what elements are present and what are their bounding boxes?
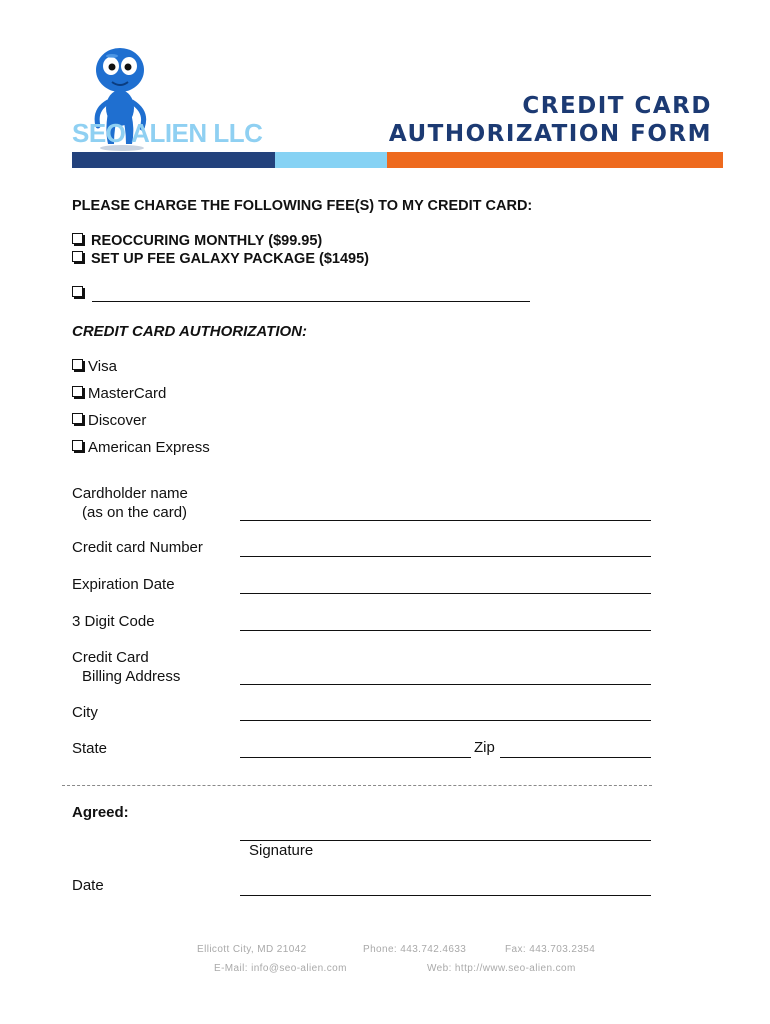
city-field[interactable] xyxy=(240,720,651,721)
form-title-line1: CREDIT CARD xyxy=(522,93,712,119)
billing-address-field[interactable] xyxy=(240,684,651,685)
card-option-discover[interactable] xyxy=(72,412,146,429)
state-label: State xyxy=(72,740,108,757)
expiration-date-label: Expiration Date xyxy=(72,576,175,593)
charge-option-setup[interactable] xyxy=(72,251,369,267)
company-name: SEO ALIEN LLC xyxy=(72,118,263,148)
charge-option-monthly[interactable] xyxy=(72,233,322,249)
section-divider xyxy=(62,785,652,786)
signature-label: Signature xyxy=(249,842,314,859)
cardholder-name-label xyxy=(72,484,188,522)
card-option-amex[interactable] xyxy=(72,439,210,456)
footer-address: Ellicott City, MD 21042 xyxy=(197,944,307,955)
header-bar-light-blue xyxy=(275,152,387,168)
date-field[interactable] xyxy=(240,895,651,896)
city-label: City xyxy=(72,704,98,721)
footer-web: Web: http://www.seo-alien.com xyxy=(427,963,576,974)
header-bar-navy xyxy=(72,152,275,168)
checkbox-icon[interactable] xyxy=(72,386,83,397)
form-title-line2: AUTHORIZATION FORM xyxy=(388,121,712,147)
footer-fax: Fax: 443.703.2354 xyxy=(505,944,596,955)
authorization-heading: CREDIT CARD AUTHORIZATION: xyxy=(72,323,307,340)
card-number-label: Credit card Number xyxy=(72,539,203,556)
charge-other-line[interactable] xyxy=(92,301,530,302)
checkbox-icon[interactable] xyxy=(72,359,83,370)
footer-phone: Phone: 443.742.4633 xyxy=(363,944,467,955)
card-number-field[interactable] xyxy=(240,556,651,557)
cardholder-name-label-line2: (as on the card) xyxy=(82,504,188,521)
card-option-label: American Express xyxy=(88,439,210,456)
charge-option-other[interactable] xyxy=(72,286,91,302)
card-option-label: Discover xyxy=(88,412,147,429)
charge-option-label: SET UP FEE GALAXY PACKAGE ($1495) xyxy=(91,251,369,267)
cardholder-name-label-line1: Cardholder name xyxy=(72,485,188,502)
security-code-label: 3 Digit Code xyxy=(72,613,155,630)
billing-address-label-line1: Credit Card xyxy=(72,649,149,666)
form-title xyxy=(389,92,712,148)
card-option-label: MasterCard xyxy=(88,385,167,402)
checkbox-icon[interactable] xyxy=(72,251,83,262)
agreed-label: Agreed: xyxy=(72,804,129,821)
expiration-date-field[interactable] xyxy=(240,593,651,594)
cardholder-name-field[interactable] xyxy=(240,520,651,521)
charge-option-label: REOCCURING MONTHLY ($99.95) xyxy=(91,233,323,249)
billing-address-label xyxy=(72,648,180,686)
card-option-mastercard[interactable] xyxy=(72,385,166,402)
checkbox-icon[interactable] xyxy=(72,413,83,424)
state-field[interactable] xyxy=(240,757,471,758)
charges-heading: PLEASE CHARGE THE FOLLOWING FEE(S) TO MY CREDIT CARD: xyxy=(72,198,533,214)
checkbox-icon[interactable] xyxy=(72,286,83,297)
footer-email: E-Mail: info@seo-alien.com xyxy=(214,963,347,974)
header-bar-orange xyxy=(387,152,723,168)
date-label: Date xyxy=(72,877,104,894)
card-option-label: Visa xyxy=(88,358,117,375)
checkbox-icon[interactable] xyxy=(72,440,83,451)
security-code-field[interactable] xyxy=(240,630,651,631)
card-option-visa[interactable] xyxy=(72,358,117,375)
zip-field[interactable] xyxy=(500,757,651,758)
billing-address-label-line2: Billing Address xyxy=(82,668,181,685)
checkbox-icon[interactable] xyxy=(72,233,83,244)
zip-label: Zip xyxy=(474,739,495,756)
signature-field[interactable] xyxy=(240,840,651,841)
